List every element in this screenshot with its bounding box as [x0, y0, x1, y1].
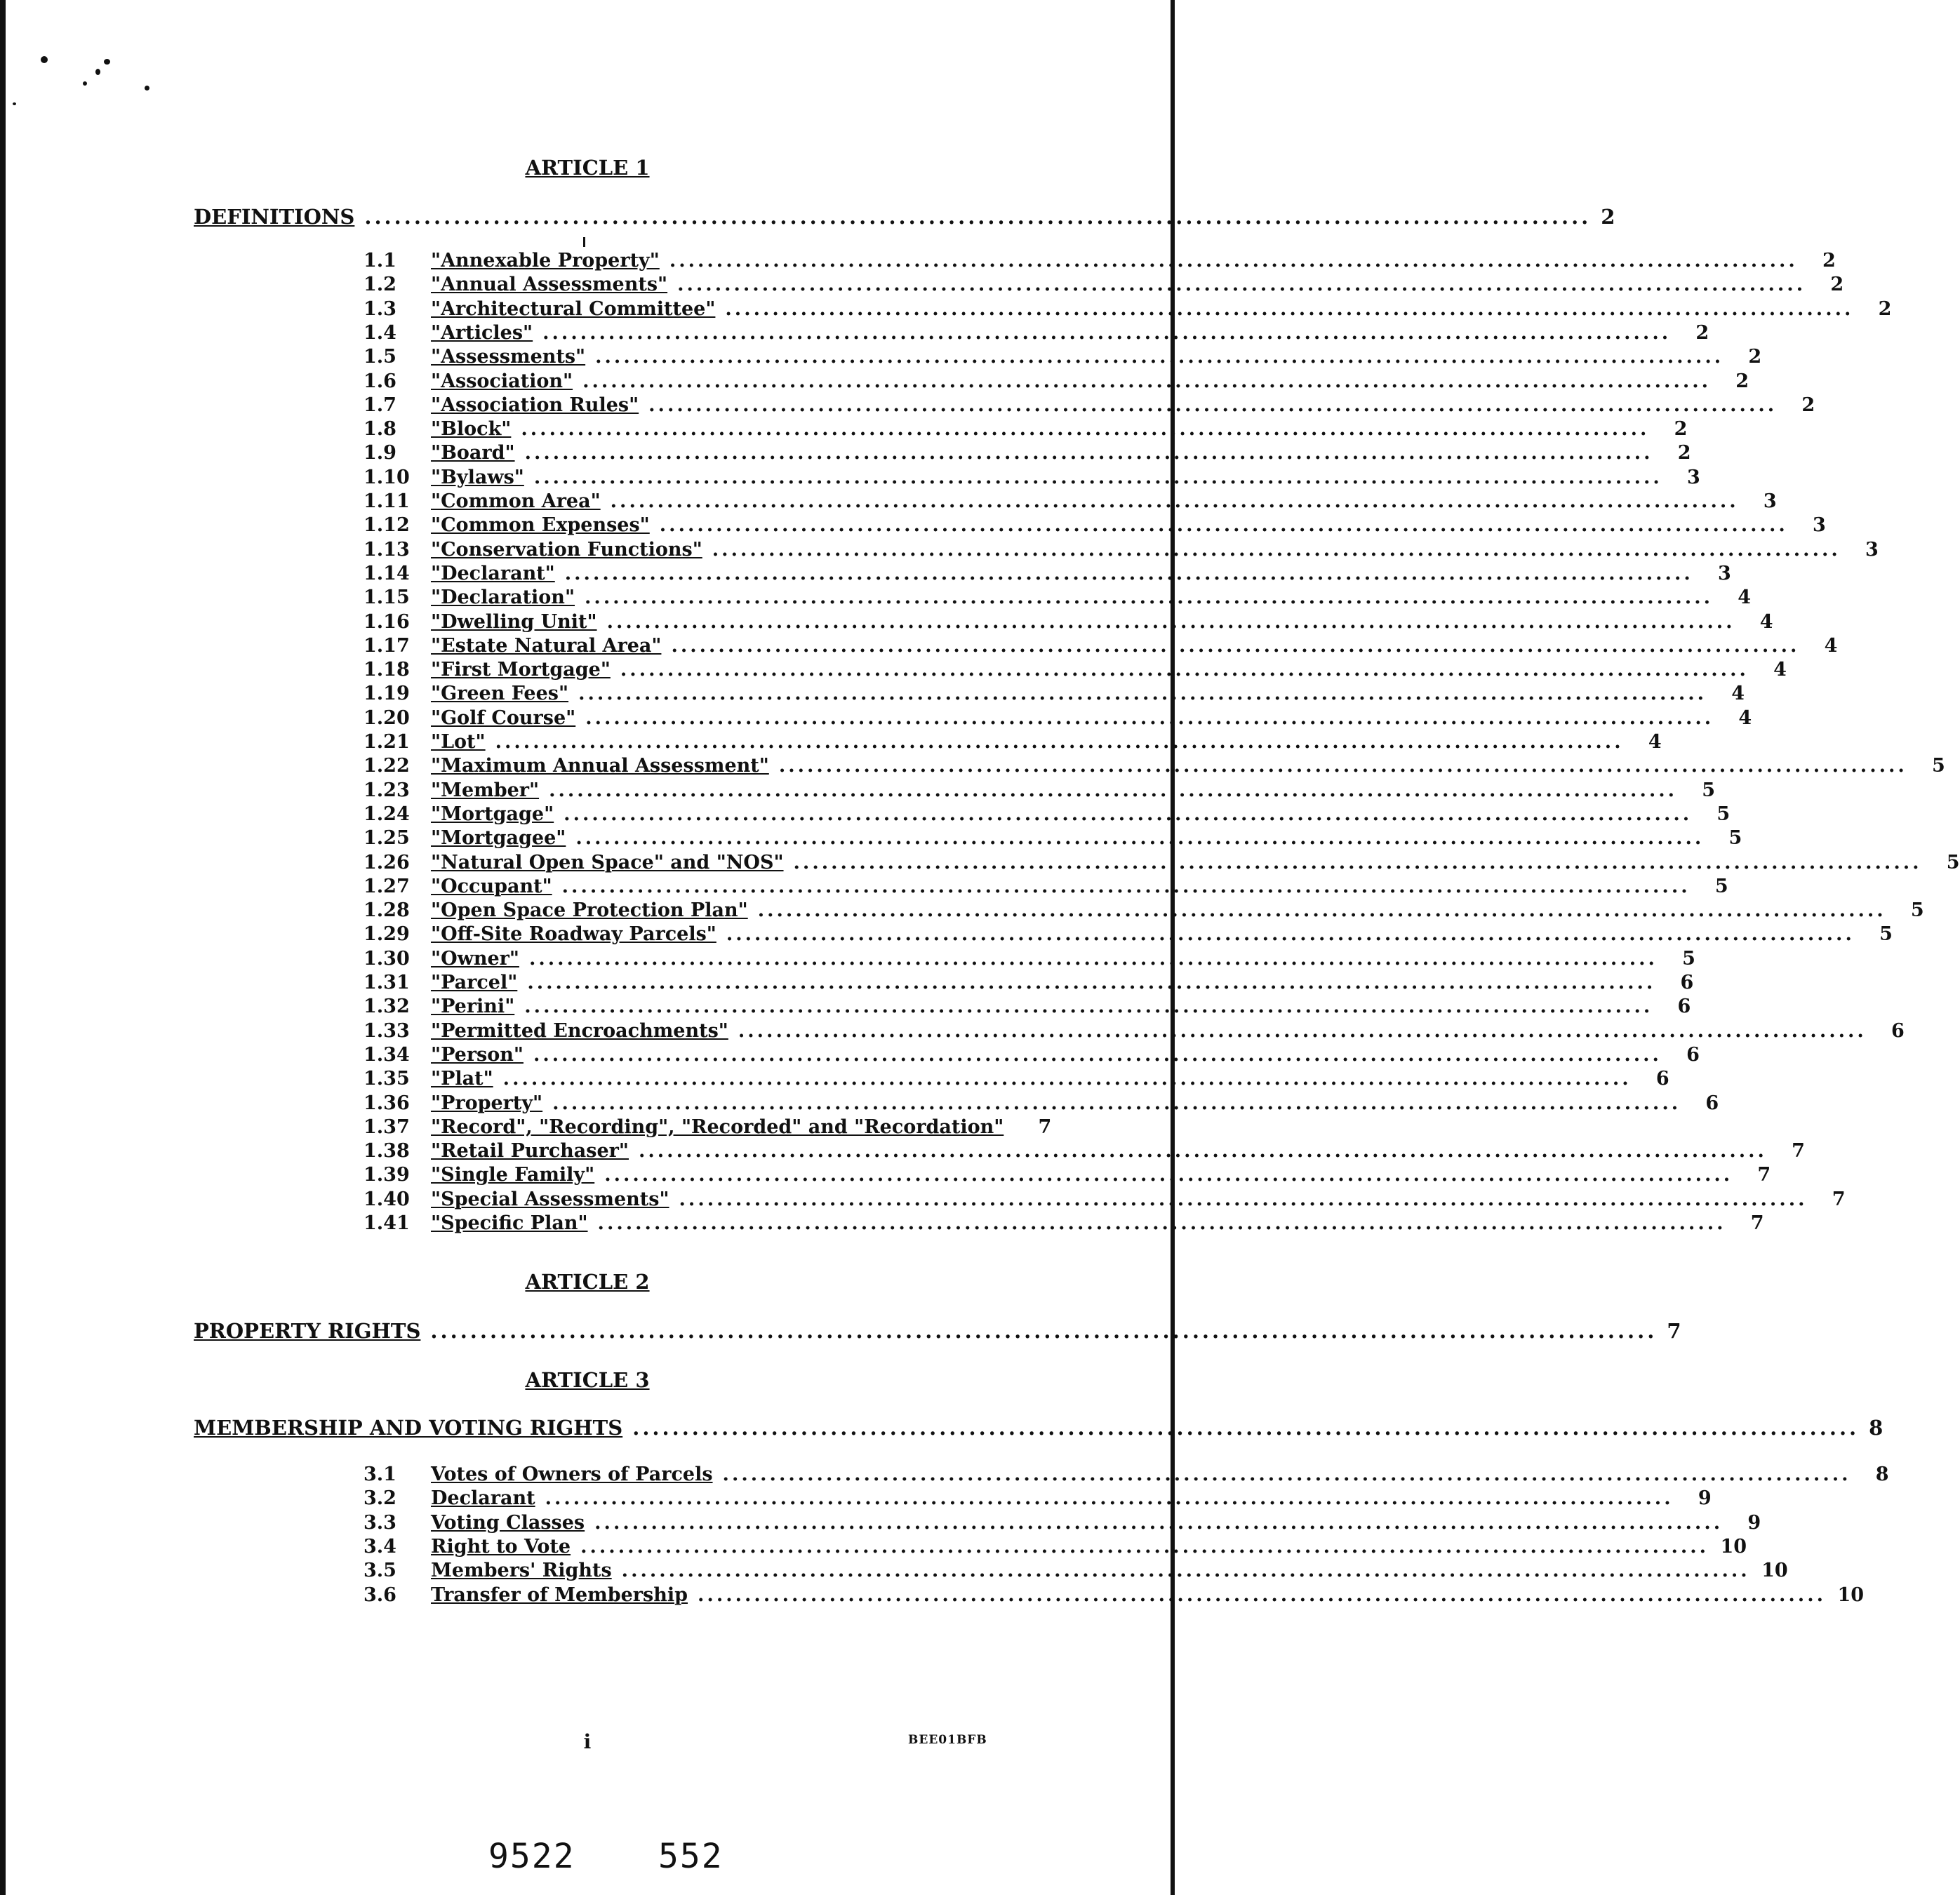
- entry-title: "Specific Plan": [431, 1212, 588, 1234]
- dot-leader: ........................................................................................................................: [597, 1212, 1726, 1234]
- article-1-heading: ARTICLE 1: [525, 156, 650, 180]
- entry-page: 7: [1750, 1212, 1764, 1234]
- entry-title: "Common Area": [431, 490, 601, 512]
- entry-title: Votes of Owners of Parcels: [431, 1464, 713, 1485]
- scan-speck: [95, 69, 100, 75]
- dot-leader: ........................................................................................................................: [578, 683, 1707, 705]
- entry-number: 1.31: [364, 972, 410, 993]
- entry-page: 7: [1832, 1188, 1846, 1210]
- scan-speck: [145, 86, 149, 91]
- entry-number: 1.40: [364, 1188, 410, 1210]
- toc-entry[interactable]: [364, 803, 1731, 827]
- entry-page: 6: [1677, 996, 1691, 1018]
- entry-number: 1.24: [364, 803, 410, 825]
- toc-entry[interactable]: [364, 562, 1731, 587]
- entry-page: 4: [1738, 587, 1752, 609]
- dot-leader: ........................................................................................................................: [726, 923, 1855, 946]
- entry-page: 4: [1773, 659, 1787, 681]
- toc-entry[interactable]: [364, 346, 1762, 370]
- entry-number: 3.1: [364, 1464, 396, 1485]
- section-page: 7: [1667, 1319, 1681, 1343]
- entry-number: 1.2: [364, 274, 396, 296]
- entry-number: 1.14: [364, 562, 410, 584]
- entry-page: 4: [1759, 610, 1773, 633]
- toc-entry[interactable]: [364, 1487, 1712, 1511]
- entry-title: "Retail Purchaser": [431, 1140, 629, 1163]
- entry-number: 3.3: [364, 1511, 396, 1534]
- section-page: 8: [1869, 1416, 1884, 1440]
- entry-page: 10: [1761, 1560, 1788, 1582]
- entry-title: Right to Vote: [431, 1535, 571, 1558]
- entry-title: "Off-Site Roadway Parcels": [431, 923, 716, 946]
- entry-page: 8: [1875, 1464, 1889, 1485]
- entry-number: 1.16: [364, 610, 410, 633]
- dot-leader: ........................................................................................................................: [712, 538, 1841, 561]
- dot-leader: ........................................................................................................................: [524, 442, 1653, 464]
- entry-number: 1.20: [364, 707, 410, 729]
- toc-entry[interactable]: [364, 1583, 1865, 1608]
- dot-leader: ........................................................................................................................: [793, 851, 1922, 873]
- entry-page: 5: [1932, 755, 1945, 777]
- entry-page: 2: [1801, 394, 1815, 416]
- toc-entry[interactable]: [364, 1164, 1771, 1188]
- toc-entry[interactable]: [364, 610, 1773, 635]
- toc-entry[interactable]: [364, 1212, 1764, 1236]
- entry-number: 1.10: [364, 466, 410, 488]
- dot-leader: ............................................................................................................................: [364, 205, 1592, 229]
- entry-page: 2: [1878, 297, 1892, 320]
- article-2-heading: ARTICLE 2: [525, 1270, 650, 1294]
- toc-entry[interactable]: [364, 923, 1893, 947]
- dot-leader: ........................................................................................................................: [621, 1560, 1750, 1582]
- entry-number: 1.6: [364, 370, 396, 392]
- entry-page: 10: [1837, 1583, 1865, 1606]
- dot-leader: ........................................................................................................................: [725, 297, 1854, 320]
- entry-number: 1.3: [364, 297, 396, 320]
- entry-title: "Articles": [431, 321, 533, 344]
- dot-leader: ........................................................................................................................: [778, 755, 1907, 777]
- toc-entry[interactable]: [364, 321, 1709, 346]
- entry-title: "Bylaws": [431, 466, 524, 488]
- toc-entry[interactable]: [364, 442, 1691, 466]
- toc-entry[interactable]: [364, 996, 1691, 1019]
- entry-title: "Dwelling Unit": [431, 610, 597, 633]
- dot-leader: ........................................................................................................................: [502, 1068, 1632, 1090]
- dot-leader: ........................................................................................................................: [595, 346, 1724, 368]
- entry-page: 5: [1946, 851, 1960, 873]
- toc-section-property-rights[interactable]: [194, 1319, 1681, 1344]
- entry-title: "Board": [431, 442, 515, 464]
- entry-number: 1.7: [364, 394, 396, 416]
- toc-entry[interactable]: [364, 490, 1777, 514]
- entry-title: "Open Space Protection Plan": [431, 899, 748, 922]
- entry-number: 1.23: [364, 779, 410, 801]
- entry-number: 3.2: [364, 1487, 396, 1510]
- dot-leader: ........................................................................................................................: [671, 634, 1800, 657]
- toc-entry[interactable]: [364, 1068, 1669, 1092]
- toc-entry[interactable]: [364, 851, 1960, 876]
- entry-number: 1.13: [364, 538, 410, 561]
- entry-page: 6: [1705, 1092, 1719, 1114]
- toc-entry[interactable]: [364, 779, 1716, 803]
- scan-speck: [83, 81, 87, 86]
- toc-entry[interactable]: [364, 755, 1945, 779]
- entry-title: "Owner": [431, 947, 519, 970]
- dot-leader: ........................................................................................................................: [552, 1092, 1681, 1114]
- entry-title: "Declaration": [431, 587, 575, 609]
- dot-leader: ............................................................................................................................: [430, 1319, 1658, 1343]
- entry-number: 1.8: [364, 418, 396, 441]
- entry-number: 1.27: [364, 875, 410, 897]
- entry-number: 3.5: [364, 1560, 396, 1582]
- entry-title: "Perini": [431, 996, 515, 1018]
- entry-title: Voting Classes: [431, 1511, 585, 1534]
- entry-page: 5: [1682, 947, 1695, 970]
- toc-entry[interactable]: [364, 370, 1749, 394]
- dot-leader: ........................................................................................................................: [495, 731, 1624, 753]
- entry-number: 1.15: [364, 587, 410, 609]
- toc-entry[interactable]: [364, 514, 1826, 538]
- scan-speck: [104, 59, 110, 65]
- toc-entry[interactable]: [364, 1140, 1805, 1164]
- entry-page: 5: [1702, 779, 1716, 801]
- toc-entry[interactable]: [364, 274, 1844, 297]
- entry-page: 3: [1687, 466, 1700, 488]
- dot-leader: ........................................................................................................................: [659, 514, 1788, 537]
- entry-page: 2: [1748, 346, 1762, 368]
- entry-page: 9: [1747, 1511, 1761, 1534]
- dot-leader: ........................................................................................................................: [638, 1140, 1767, 1163]
- entry-title: "Block": [431, 418, 512, 441]
- dot-leader: ........................................................................................................................: [549, 779, 1678, 801]
- dot-leader: ............................................................................................................................: [632, 1416, 1860, 1440]
- entry-page: 6: [1680, 972, 1694, 993]
- toc-entry[interactable]: [364, 1511, 1761, 1536]
- entry-page: 2: [1695, 321, 1709, 344]
- dot-leader: ........................................................................................................................: [610, 490, 1739, 512]
- dot-leader: ........................................................................................................................: [722, 1464, 1851, 1485]
- dot-leader: ........................................................................................................................: [606, 610, 1735, 633]
- article-3-heading: ARTICLE 3: [525, 1368, 650, 1392]
- entry-number: 1.5: [364, 346, 396, 368]
- entry-number: 1.29: [364, 923, 410, 946]
- scan-speck: [41, 56, 48, 63]
- entry-page: 2: [1735, 370, 1749, 392]
- entry-title: "Special Assessments": [431, 1188, 669, 1210]
- dot-leader: ........................................................................................................................: [580, 1535, 1709, 1558]
- scan-border-left: [0, 0, 6, 1895]
- entry-title: "Golf Course": [431, 707, 576, 729]
- dot-leader: ........................................................................................................................: [738, 1019, 1867, 1042]
- dot-leader: ........................................................................................................................: [585, 587, 1714, 609]
- dot-leader: ........................................................................................................................: [679, 1188, 1808, 1210]
- entry-number: 1.19: [364, 683, 410, 705]
- entry-title: "Property": [431, 1092, 543, 1114]
- section-title: DEFINITIONS: [194, 205, 355, 229]
- entry-title: "Annual Assessments": [431, 274, 668, 296]
- entry-page: 3: [1812, 514, 1826, 537]
- entry-title: "Estate Natural Area": [431, 634, 662, 657]
- entry-number: 1.26: [364, 851, 410, 873]
- entry-title: "Association Rules": [431, 394, 639, 416]
- entry-page: 2: [1822, 250, 1836, 272]
- entry-title: "Member": [431, 779, 540, 801]
- toc-section-membership[interactable]: [194, 1416, 1884, 1441]
- dot-leader: ........................................................................................................................: [524, 996, 1653, 1018]
- entry-title: "Parcel": [431, 972, 518, 993]
- entry-number: 1.38: [364, 1140, 410, 1163]
- page-number: i: [583, 1730, 592, 1753]
- entry-title: "Common Expenses": [431, 514, 650, 537]
- entry-page: 3: [1865, 538, 1879, 561]
- toc-entry[interactable]: [364, 1535, 1747, 1560]
- entry-number: 3.6: [364, 1583, 396, 1606]
- entry-page: 6: [1891, 1019, 1905, 1042]
- entry-number: 1.28: [364, 899, 410, 922]
- entry-page: 3: [1763, 490, 1777, 512]
- entry-page: 4: [1738, 707, 1752, 729]
- dot-leader: ........................................................................................................................: [582, 370, 1712, 392]
- toc-entry[interactable]: [364, 1116, 1052, 1140]
- entry-number: 1.37: [364, 1116, 410, 1138]
- entry-title: "Association": [431, 370, 573, 392]
- entry-title: "Person": [431, 1043, 524, 1066]
- entry-title: "Permitted Encroachments": [431, 1019, 728, 1042]
- entry-title: "Conservation Functions": [431, 538, 702, 561]
- entry-title: "Natural Open Space" and "NOS": [431, 851, 784, 873]
- entry-page: 2: [1677, 442, 1691, 464]
- dot-leader: ........................................................................................................................: [533, 466, 1662, 488]
- entry-page: 6: [1655, 1068, 1669, 1090]
- toc-entry[interactable]: [364, 297, 1892, 322]
- recording-stamp-right: 552: [658, 1837, 724, 1876]
- entry-title: "Single Family": [431, 1164, 595, 1186]
- toc-entry[interactable]: [364, 1188, 1846, 1212]
- entry-number: 1.18: [364, 659, 410, 681]
- entry-page: 4: [1648, 731, 1662, 753]
- dot-leader: ........................................................................................................................: [575, 827, 1705, 850]
- entry-number: 1.35: [364, 1068, 410, 1090]
- dot-leader: ........................................................................................................................: [669, 250, 1798, 272]
- entry-page: 3: [1717, 562, 1731, 584]
- entry-page: 4: [1731, 683, 1745, 705]
- dot-leader: ........................................................................................................................: [564, 803, 1693, 825]
- entry-page: 6: [1686, 1043, 1700, 1066]
- toc-entry[interactable]: [364, 875, 1728, 899]
- entry-title: "Green Fees": [431, 683, 569, 705]
- entry-title: "Declarant": [431, 562, 555, 584]
- entry-number: 1.22: [364, 755, 410, 777]
- toc-entry[interactable]: [364, 1560, 1788, 1583]
- toc-entry[interactable]: [364, 394, 1815, 418]
- dot-leader: ........................................................................................................................: [698, 1583, 1827, 1606]
- toc-entry[interactable]: [364, 1019, 1905, 1044]
- entry-title: "Mortgage": [431, 803, 554, 825]
- section-title: MEMBERSHIP AND VOTING RIGHTS: [194, 1416, 623, 1440]
- entry-page: 5: [1714, 875, 1728, 897]
- entry-title: "Occupant": [431, 875, 552, 897]
- toc-entry[interactable]: [364, 707, 1752, 731]
- entry-title: Declarant: [431, 1487, 535, 1510]
- toc-entry[interactable]: [364, 659, 1787, 683]
- dot-leader: ........................................................................................................................: [533, 1043, 1662, 1066]
- entry-number: 1.34: [364, 1043, 410, 1066]
- entry-title: "Maximum Annual Assessment": [431, 755, 769, 777]
- dot-leader: ........................................................................................................................: [564, 562, 1693, 584]
- toc-entry[interactable]: [364, 972, 1694, 996]
- toc-entry[interactable]: [364, 1092, 1719, 1116]
- dot-leader: ........................................................................................................................: [757, 899, 1886, 922]
- toc-entry[interactable]: [364, 899, 1924, 923]
- entry-page: 9: [1698, 1487, 1712, 1510]
- dot-leader: ........................................................................................................................: [585, 707, 1714, 729]
- entry-title: "Lot": [431, 731, 486, 753]
- scan-mark: [583, 237, 585, 247]
- entry-page: 10: [1720, 1535, 1747, 1558]
- entry-number: 1.32: [364, 996, 410, 1018]
- section-page: 2: [1601, 205, 1615, 229]
- toc-entry[interactable]: [364, 1043, 1700, 1068]
- entry-page: 7: [1757, 1164, 1771, 1186]
- entry-number: 1.4: [364, 321, 396, 344]
- entry-page: 7: [1792, 1140, 1805, 1163]
- entry-title: "First Mortgage": [431, 659, 611, 681]
- section-title: PROPERTY RIGHTS: [194, 1319, 421, 1343]
- entry-number: 1.9: [364, 442, 396, 464]
- entry-number: 1.25: [364, 827, 410, 850]
- toc-entry[interactable]: [364, 634, 1838, 659]
- entry-title: "Architectural Committee": [431, 297, 716, 320]
- entry-number: 1.1: [364, 250, 396, 272]
- entry-number: 1.39: [364, 1164, 410, 1186]
- entry-number: 1.41: [364, 1212, 410, 1234]
- document-code: BEE01BFB: [908, 1733, 987, 1747]
- toc-entry[interactable]: [364, 947, 1695, 972]
- entry-title: "Annexable Property": [431, 250, 660, 272]
- entry-page: 7: [1038, 1116, 1052, 1138]
- entry-title: Transfer of Membership: [431, 1583, 688, 1606]
- entry-title: "Plat": [431, 1068, 493, 1090]
- entry-number: 1.21: [364, 731, 410, 753]
- toc-entry[interactable]: [364, 1464, 1889, 1487]
- dot-leader: ........................................................................................................................: [527, 972, 1656, 993]
- toc-entry[interactable]: [364, 827, 1742, 851]
- entry-title: "Record", "Recording", "Recorded" and "Recordation": [431, 1116, 1004, 1138]
- entry-number: 1.33: [364, 1019, 410, 1042]
- dot-leader: ........................................................................................................................: [620, 659, 1749, 681]
- entry-number: 1.36: [364, 1092, 410, 1114]
- dot-leader: ........................................................................................................................: [521, 418, 1650, 441]
- entry-number: 1.11: [364, 490, 410, 512]
- dot-leader: ........................................................................................................................: [648, 394, 1778, 416]
- entry-number: 1.12: [364, 514, 410, 537]
- toc-entry[interactable]: [364, 538, 1879, 563]
- entry-page: 5: [1716, 803, 1731, 825]
- dot-leader: ........................................................................................................................: [604, 1164, 1733, 1186]
- recording-stamp-left: 9522: [488, 1837, 575, 1876]
- toc-entry[interactable]: [364, 466, 1700, 490]
- toc-entry[interactable]: [364, 731, 1662, 755]
- dot-leader: ........................................................................................................................: [561, 875, 1691, 897]
- scan-speck: [13, 102, 16, 105]
- dot-leader: ........................................................................................................................: [545, 1487, 1674, 1510]
- entry-page: 4: [1824, 634, 1838, 657]
- entry-page: 5: [1728, 827, 1742, 850]
- entry-title: Members' Rights: [431, 1560, 612, 1582]
- toc-entry[interactable]: [364, 418, 1688, 442]
- entry-title: "Mortgagee": [431, 827, 566, 850]
- entry-page: 2: [1674, 418, 1688, 441]
- toc-entry[interactable]: [364, 587, 1752, 610]
- dot-leader: ........................................................................................................................: [594, 1511, 1724, 1534]
- entry-number: 1.30: [364, 947, 410, 970]
- dot-leader: ........................................................................................................................: [542, 321, 1672, 344]
- entry-number: 1.17: [364, 634, 410, 657]
- entry-number: 3.4: [364, 1535, 396, 1558]
- dot-leader: ........................................................................................................................: [528, 947, 1658, 970]
- entry-page: 5: [1910, 899, 1924, 922]
- entry-page: 5: [1879, 923, 1893, 946]
- toc-section-definitions[interactable]: [194, 205, 1615, 230]
- toc-entry[interactable]: [364, 683, 1745, 707]
- entry-title: "Assessments": [431, 346, 586, 368]
- toc-entry[interactable]: [364, 250, 1836, 274]
- dot-leader: ........................................................................................................................: [677, 274, 1806, 296]
- entry-page: 2: [1830, 274, 1844, 296]
